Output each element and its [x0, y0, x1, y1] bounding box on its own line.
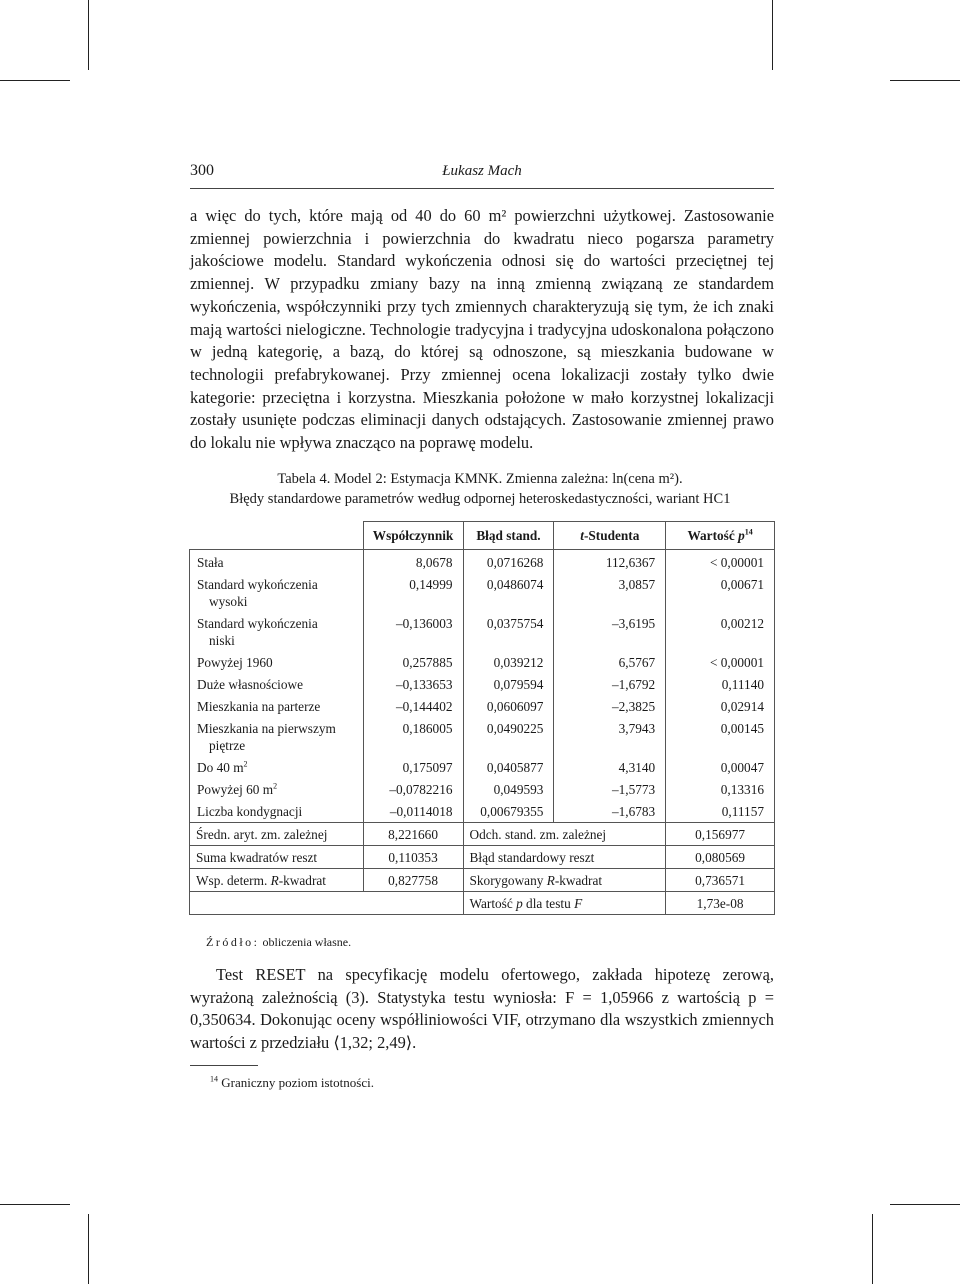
- cell-coefficient: 0,257885: [363, 651, 463, 673]
- crop-mark: [872, 1214, 873, 1284]
- stat-value: 8,221660: [363, 823, 463, 846]
- cell-p-value: 0,11140: [666, 673, 775, 695]
- cell-p-value: 0,13316: [666, 778, 775, 800]
- cell-coefficient: –0,144402: [363, 695, 463, 717]
- cell-coefficient: 0,186005: [363, 717, 463, 756]
- stat-value: 0,736571: [666, 869, 775, 892]
- table-row: [190, 651, 775, 673]
- crop-mark: [890, 1204, 960, 1205]
- row-label: Liczba kondygnacji: [190, 800, 364, 823]
- cell-coefficient: –0,136003: [363, 612, 463, 651]
- stats-row: [190, 846, 775, 869]
- cell-p-value: 0,00212: [666, 612, 775, 651]
- header-rule: [190, 188, 774, 189]
- stat-label: Wsp. determ. R-kwadrat: [190, 869, 364, 892]
- cell-p-value: 0,02914: [666, 695, 775, 717]
- row-label: Standard wykończenia niski: [190, 612, 364, 651]
- crop-mark: [772, 0, 773, 70]
- table-row: [190, 550, 775, 574]
- table-row: [190, 612, 775, 651]
- stat-label: Wartość p dla testu F: [463, 892, 666, 915]
- cell-t-stat: –1,6783: [554, 800, 666, 823]
- cell-std-error: 0,0606097: [463, 695, 554, 717]
- col-t-student: t-Studenta: [554, 522, 666, 550]
- col-p-value: Wartość $p^{14}$: [666, 522, 775, 550]
- cell-t-stat: 3,7943: [554, 717, 666, 756]
- stat-value: 0,827758: [363, 869, 463, 892]
- row-label: Powyżej 1960: [190, 651, 364, 673]
- cell-t-stat: –2,3825: [554, 695, 666, 717]
- stat-label: Skorygowany R-kwadrat: [463, 869, 666, 892]
- cell-t-stat: 112,6367: [554, 550, 666, 574]
- cell-p-value: 0,00047: [666, 756, 775, 778]
- table-row: [190, 756, 775, 778]
- stat-value: 0,110353: [363, 846, 463, 869]
- table-source: Źródło: obliczenia własne.: [206, 935, 352, 949]
- cell-std-error: 0,0716268: [463, 550, 554, 574]
- cell-p-value: < 0,00001: [666, 651, 775, 673]
- running-header: [190, 162, 774, 186]
- cell-std-error: 0,00679355: [463, 800, 554, 823]
- stat-value: 0,080569: [666, 846, 775, 869]
- cell-p-value: < 0,00001: [666, 550, 775, 574]
- row-label: Do 40 $m^2$: [190, 756, 364, 778]
- table-row: [190, 573, 775, 612]
- table-header-row: [190, 522, 775, 550]
- running-author: Łukasz Mach: [442, 163, 522, 179]
- cell-coefficient: 0,14999: [363, 573, 463, 612]
- crop-mark: [0, 1204, 70, 1205]
- table-row: [190, 800, 775, 823]
- stats-row: [190, 823, 775, 846]
- table-row: [190, 717, 775, 756]
- stat-value: 0,156977: [666, 823, 775, 846]
- cell-std-error: 0,0490225: [463, 717, 554, 756]
- crop-mark: [88, 0, 89, 70]
- cell-std-error: 0,049593: [463, 778, 554, 800]
- col-std-error: Błąd stand.: [463, 522, 554, 550]
- cell-std-error: 0,079594: [463, 673, 554, 695]
- row-label: Duże własnościowe: [190, 673, 364, 695]
- footnote-rule: [190, 1065, 258, 1066]
- stat-label: Odch. stand. zm. zależnej: [463, 823, 666, 846]
- cell-p-value: 0,00671: [666, 573, 775, 612]
- cell-t-stat: 6,5767: [554, 651, 666, 673]
- row-label: Stała: [190, 550, 364, 574]
- table-row: [190, 673, 775, 695]
- footnote: $^{14}$ Graniczny poziom istotności.: [210, 1074, 374, 1090]
- page-number: 300: [190, 162, 214, 179]
- cell-std-error: 0,0405877: [463, 756, 554, 778]
- table-row: [190, 778, 775, 800]
- cell-t-stat: 4,3140: [554, 756, 666, 778]
- cell-t-stat: 3,0857: [554, 573, 666, 612]
- stat-label: Błąd standardowy reszt: [463, 846, 666, 869]
- body-paragraph: a więc do tych, które mają od 40 do 60 m² powierzchni użytkowej. Zastosowanie zmiennej powierzchnia i powierzchnia do kwadratu nieco pogarsza parametry jakościowe modelu. Standard wykończenia odnosi się do wartości przeciętnej tej zmiennej. W przypadku zmiany bazy na inną zmienną związaną ze standardem wykończenia, współczynniki przy tych zmiennych charakteryzują się tym, że ich znaki mają wartości nielogiczne. Technologie tradycyjna i tradycyjna udoskonalona połączono w jedną kategorię, a bazą, do której są odnoszone, są mieszkania budowane w technologii prefabrykowanej. Przy zmiennej ocena lokalizacji zostały tylko dwie kategorie: przeciętna i korzystna. Mieszkania położone w mało korzystnej lokalizacji zostały usunięte podczas eliminacji danych odstających. Zastosowanie zmiennej prawo do lokalu nie wpływa znacząco na poprawę modelu.: [190, 206, 774, 453]
- cell-coefficient: 0,175097: [363, 756, 463, 778]
- table-caption-subtitle: Błędy standardowe parametrów według odpornej heteroskedastyczności, wariant HC1: [229, 491, 731, 507]
- col-coefficient: Współczynnik: [363, 522, 463, 550]
- cell-std-error: 0,039212: [463, 651, 554, 673]
- cell-std-error: 0,0375754: [463, 612, 554, 651]
- stat-value: 1,73e-08: [666, 892, 775, 915]
- cell-coefficient: –0,133653: [363, 673, 463, 695]
- cell-coefficient: –0,0782216: [363, 778, 463, 800]
- crop-mark: [0, 80, 70, 81]
- row-label: Mieszkania na pierwszym piętrze: [190, 717, 364, 756]
- cell-p-value: 0,00145: [666, 717, 775, 756]
- cell-p-value: 0,11157: [666, 800, 775, 823]
- cell-t-stat: –1,6792: [554, 673, 666, 695]
- crop-mark: [890, 80, 960, 81]
- cell-std-error: 0,0486074: [463, 573, 554, 612]
- stat-label: Średn. aryt. zm. zależnej: [190, 823, 364, 846]
- row-label: Standard wykończenia wysoki: [190, 573, 364, 612]
- row-label: Powyżej 60 $m^2$: [190, 778, 364, 800]
- reset-test-text: Test RESET na specyfikację modelu ofertowego, zakłada hipotezę zerową, wyrażoną zależnością (3). Statystyka testu wyniosła: F = 1,05966 z wartością p = 0,350634. Dokonując oceny współliniowości VIF, otrzymano dla wszystkich zmiennych wartości z przedziału ⟨1,32; 2,49⟩.: [190, 965, 774, 1053]
- cell-coefficient: 8,0678: [363, 550, 463, 574]
- cell-t-stat: –1,5773: [554, 778, 666, 800]
- regression-table: [189, 521, 775, 915]
- stats-row: [190, 892, 775, 915]
- stats-row: [190, 869, 775, 892]
- body-paragraph-2: [190, 964, 774, 1055]
- cell-coefficient: –0,0114018: [363, 800, 463, 823]
- crop-mark: [88, 1214, 89, 1284]
- table-row: [190, 695, 775, 717]
- cell-t-stat: –3,6195: [554, 612, 666, 651]
- row-label: Mieszkania na parterze: [190, 695, 364, 717]
- stat-label: Suma kwadratów reszt: [190, 846, 364, 869]
- table-caption: Tabela 4. Model 2: Estymacja KMNK. Zmienna zależna: ln(cena m²).: [277, 471, 683, 487]
